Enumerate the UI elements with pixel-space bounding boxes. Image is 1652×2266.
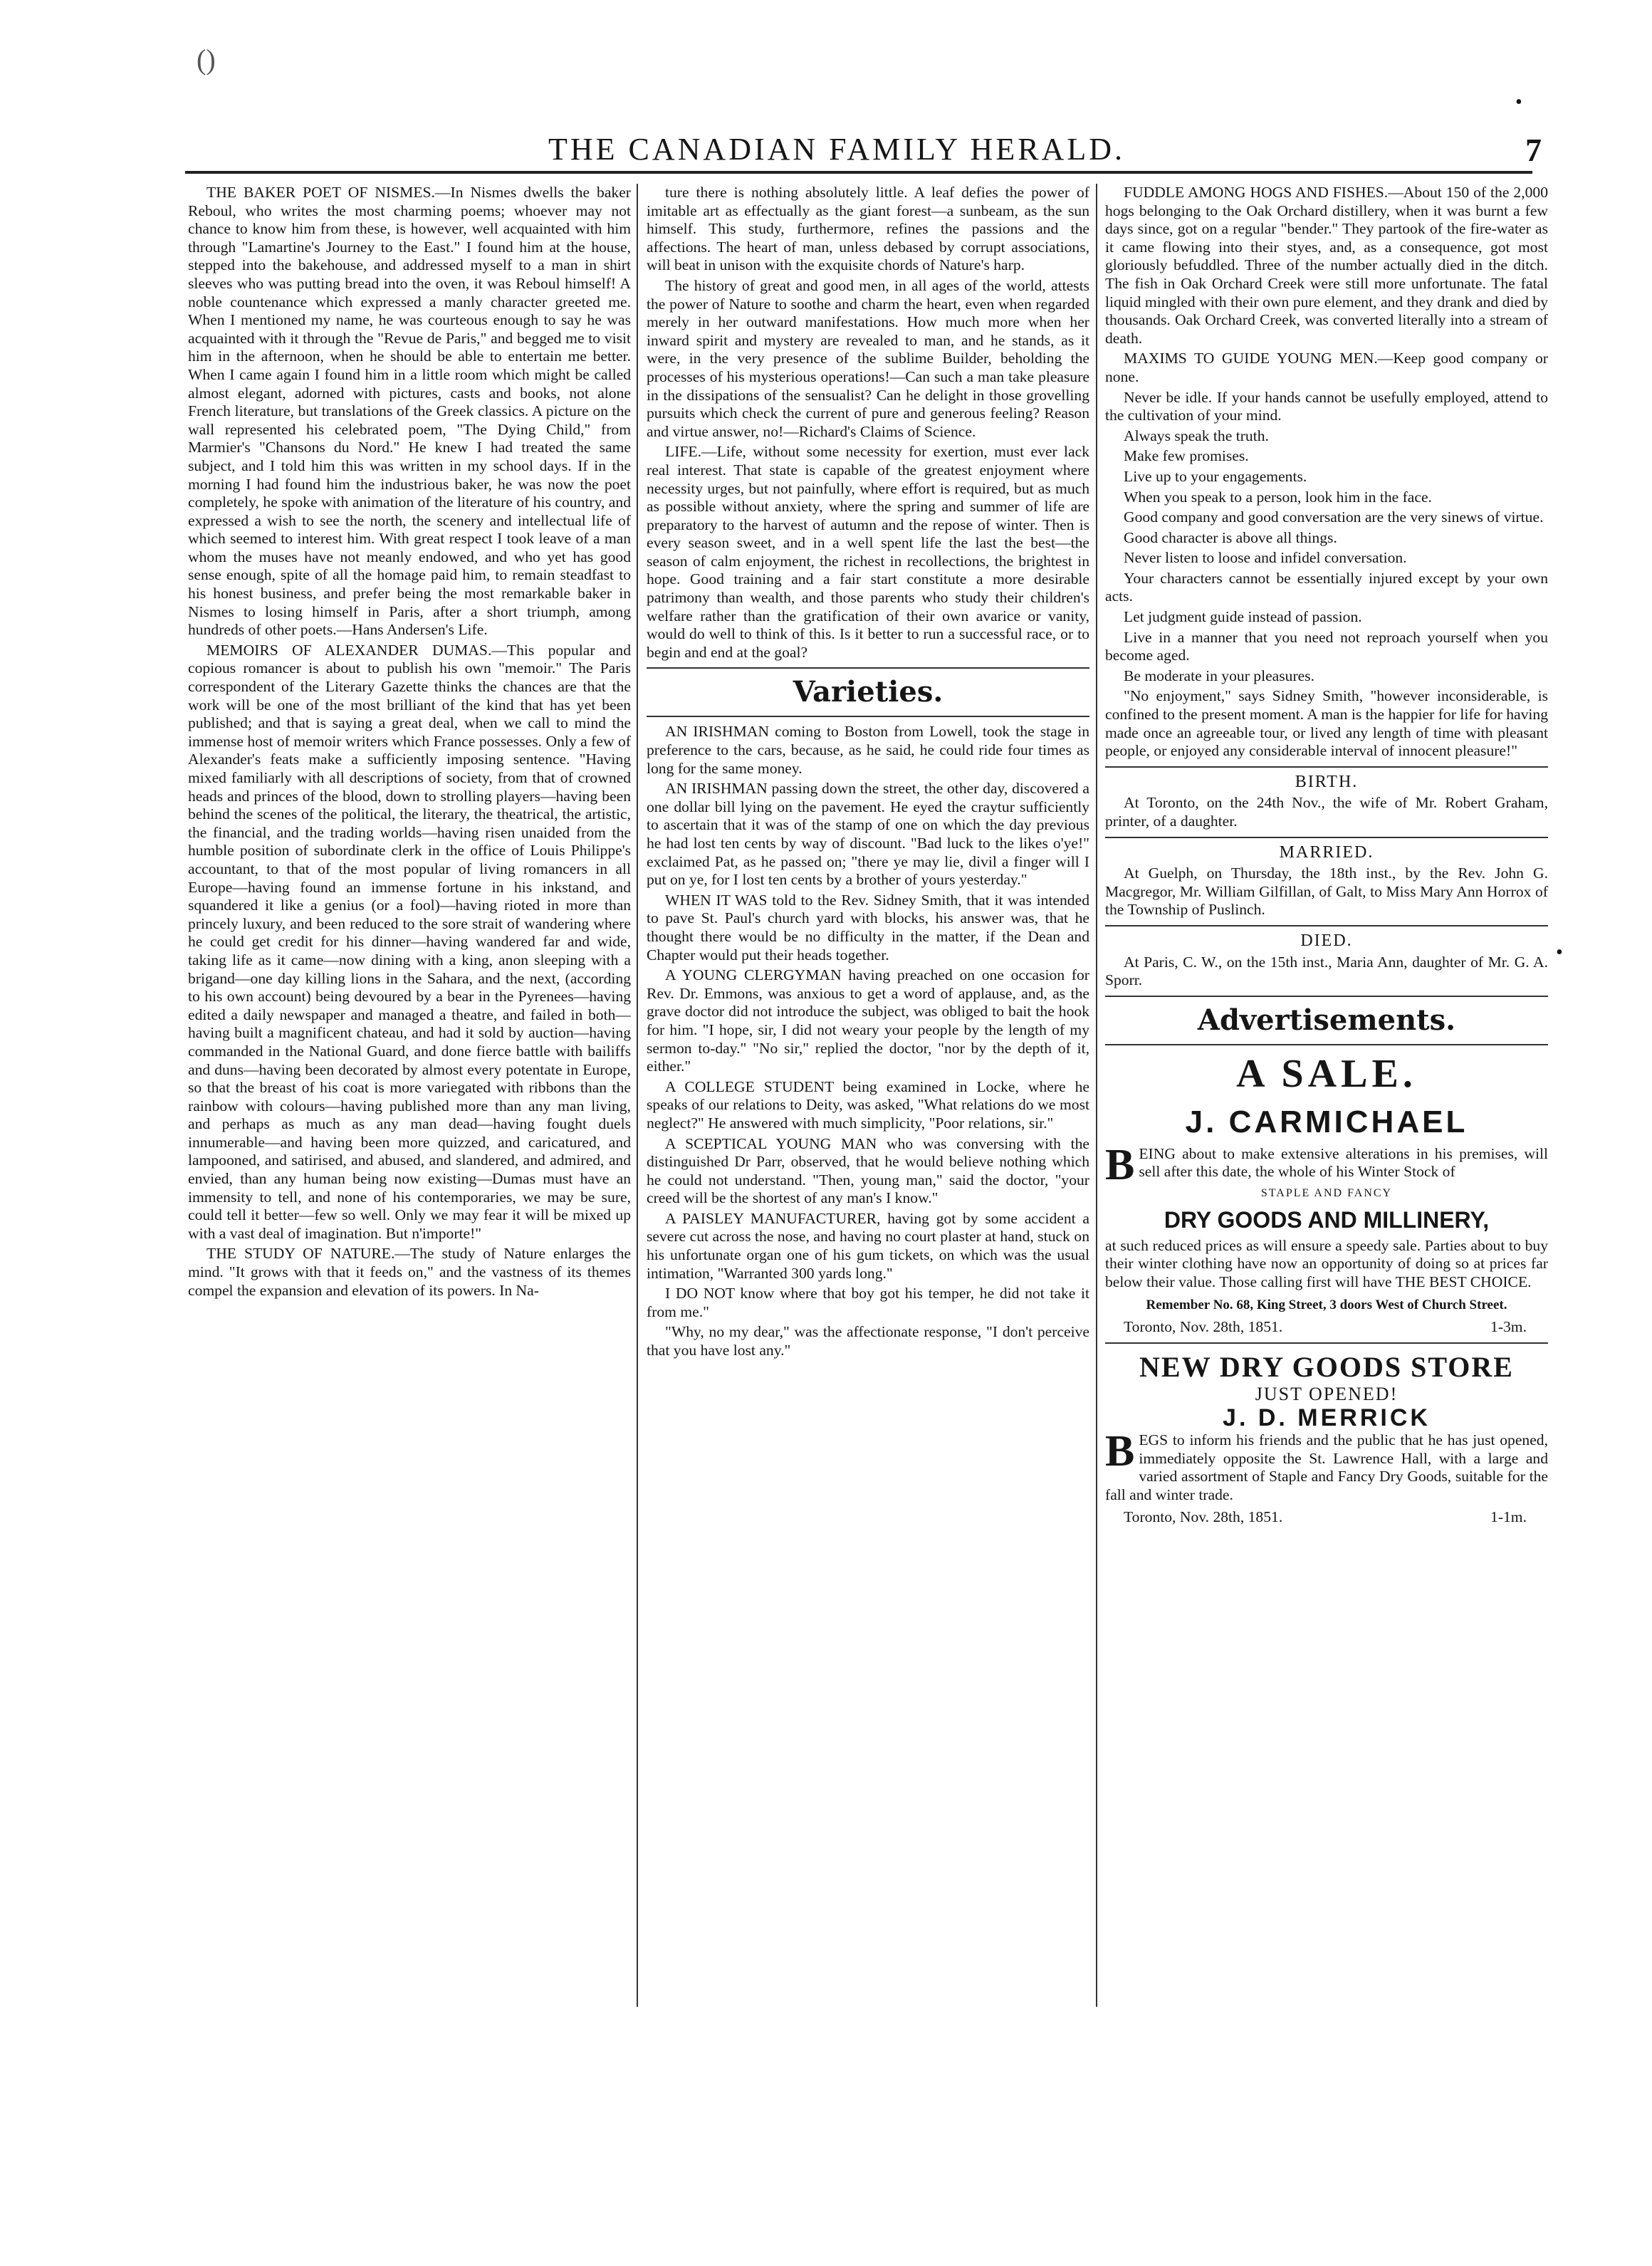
sale-body: at such reduced prices as will ensure a speedy sale. Parties about to buy their winter clothing have now an opportunity of doing so at prices far below their value. Those calling first will have THE BEST CHOICE. — [1105, 1236, 1548, 1290]
died-heading: DIED. — [1300, 931, 1353, 950]
store-intro-text: EGS to inform his friends and the public that he has just opened, immediately opposite the St. Lawrence Hall, with a large and varied assortment of Staple and Fancy Dry Goods, suitable for the fall and winter trade. — [1105, 1431, 1548, 1503]
sale-intro — [1105, 1140, 1548, 1189]
store-title: NEW DRY GOODS STORE — [1139, 1350, 1514, 1383]
page-speck: • — [1515, 91, 1522, 113]
maxim-item: Live up to your engagements. — [1124, 467, 1307, 485]
store-dateline — [1124, 1508, 1548, 1527]
maxim-item: Good character is above all things. — [1124, 528, 1337, 546]
store-intro — [1105, 1427, 1548, 1504]
article-study-of-nature: THE STUDY OF NATURE.—The study of Nature enlarges the mind. "It grows with that it feeds on," and the vastness of its themes compel the expansion and elevation of its powers. In Na- — [188, 1245, 631, 1299]
newspaper-title: THE CANADIAN FAMILY HERALD. — [548, 132, 1125, 167]
merchant-name: J. CARMICHAEL — [1185, 1104, 1468, 1139]
sale-code: 1-3m. — [1490, 1318, 1527, 1336]
married-notice: At Guelph, on Thursday, the 18th inst., by the Rev. John G. Macgregor, Mr. William Gilfillan, of Galt, to Miss Mary Ann Horrox of the Township of Puslinch. — [1105, 865, 1548, 919]
article-nature-continued: ture there is nothing absolutely little. A leaf defies the power of imitable art as effectually as the giant forest—a sunbeam, as the sun himself. This study, furthermore, refines the passions and the affections. The heart of man, unless debased by corrupt associations, will beat in unison with the exquisite chords of Nature's harp. — [647, 184, 1089, 274]
store-address: Remember No. 68, King Street, 3 doors West of Church Street. — [1146, 1298, 1507, 1313]
maxims-heading: MAXIMS TO GUIDE YOUNG MEN.—Keep good company or none. — [1105, 350, 1548, 385]
sale-date: Toronto, Nov. 28th, 1851. — [1124, 1318, 1283, 1336]
variety-item: WHEN IT WAS told to the Rev. Sidney Smith, that it was intended to pave St. Paul's church yard with blocks, his answer was, that he thought there would be no difficulty in the matter, if the Dean and Chapter would put their heads together. — [647, 891, 1089, 964]
variety-item: A YOUNG CLERGYMAN having preached on one occasion for Rev. Dr. Emmons, was anxious to get a word of applause, and, as the grave doctor did not introduce the subject, was obliged to bait the hook for him. "I hope, sir, I did not weary your people by the length of my sermon to-day." "No sir," replied the doctor, "nor by the depth of it, either." — [647, 966, 1089, 1075]
maxim-item: Make few promises. — [1124, 447, 1249, 465]
page-number: 7 — [1525, 132, 1542, 168]
variety-item: AN IRISHMAN coming to Boston from Lowell, took the stage in preference to the cars, because, as he said, he could ride four times as long for the same money. — [647, 723, 1089, 777]
variety-item: A SCEPTICAL YOUNG MAN who was conversing with the distinguished Dr Parr, observed, that he would believe nothing which he could not understand. "Then, young man," said the doctor, "your creed will be the shortest of any man's I know." — [647, 1134, 1089, 1207]
section-rule — [1105, 1342, 1548, 1344]
maxim-item: Good company and good conversation are the very sinews of virtue. — [1124, 508, 1544, 526]
birth-notice: At Toronto, on the 24th Nov., the wife of Mr. Robert Graham, printer, of a daughter. — [1105, 794, 1548, 830]
column-divider — [1096, 184, 1097, 2007]
died-notice: At Paris, C. W., on the 15th inst., Maria Ann, daughter of Mr. G. A. Sporr. — [1105, 953, 1548, 989]
married-heading: MARRIED. — [1279, 842, 1374, 862]
maxim-item: Let judgment guide instead of passion. — [1124, 608, 1362, 626]
section-rule — [1105, 925, 1548, 926]
drop-cap: B — [1105, 1140, 1135, 1189]
section-rule — [647, 716, 1089, 717]
page-corner-mark: () — [197, 43, 216, 75]
store-merchant: J. D. MERRICK — [1223, 1404, 1431, 1431]
column-3 — [1105, 184, 1548, 2007]
maxim-item: Never listen to loose and infidel conversation. — [1124, 549, 1407, 567]
header-rule — [185, 171, 1532, 174]
sale-dateline — [1124, 1318, 1548, 1337]
maxim-item: Your characters cannot be essentially injured except by your own acts. — [1105, 569, 1548, 605]
maxim-item: Always speak the truth. — [1124, 427, 1269, 444]
store-date: Toronto, Nov. 28th, 1851. — [1124, 1508, 1283, 1526]
store-subtitle: JUST OPENED! — [1255, 1383, 1399, 1404]
variety-item: I DO NOT know where that boy got his temper, he did not take it from me." — [647, 1285, 1089, 1320]
article-dumas-memoirs: MEMOIRS OF ALEXANDER DUMAS.—This popular and copious romancer is about to publish his own "memoir." The Paris correspondent of the Literary Gazette thinks the chances are that the work will be one of the most brilliant of the kind that has yet been published; and that is saying a great deal, when we call to mind the immense host of memoir writers which France possesses. Only a few of Alexander's feats make a sufficiently imposing sentence. "Having mixed familiarly with all descriptions of society, from that of crowned heads and princes of the blood, down to strolling players—having been behind the scenes of the political, the literary, the theatrical, the artistic, the financial, and the trading worlds—having risen unaided from the humble position of subordinate clerk in the office of Louis Philippe's accountant, to that of the most popular of living romancers in all Europe—having found an immense fortune in his inkstand, and squandered it like a genius (or a fool)—having rioted in more than princely luxury, and been reduced to the sore strait of wandering where he could get credit for his dinner—having wandered far and wide, taking life as it came—now dining with a king, anon sleeping with a brigand—one day killing lions in the Sahara, and the next, (according to his own account) being devoured by a bear in the Pyrenees—having edited a daily newspaper and managed a theatre, and failed in both—having built a magnificent chateau, and had it sold by auction—having commanded in the National Guard, and done fierce battle with bailiffs and duns—having been decorated by almost every potentate in Europe, so that the breast of his coat is more variegated with ribbons than the rainbow with colours—having published more than any man living, and perhaps as much as any man dead—having fought duels innumerable—and having been more quizzed, and caricatured, and lampooned, and satirised, and abused, and slandered, and admired, and envied, than any human being now existing—Dumas must have an immensity to tell, and none of his contemporaries, we may be sure, could tell it better—few so well. Only we may fear it will be mixed up with a vast deal of imagination. But n'importe!" — [188, 641, 631, 1242]
column-2 — [647, 184, 1089, 2007]
drop-cap: B — [1105, 1427, 1135, 1476]
variety-item: "Why, no my dear," was the affectionate response, "I don't perceive that you have lost any." — [647, 1323, 1089, 1359]
birth-heading: BIRTH. — [1295, 772, 1359, 791]
section-rule — [1105, 996, 1548, 997]
variety-item: A COLLEGE STUDENT being examined in Locke, where he speaks of our relations to Deity, was asked, "What relations do we most neglect?" He answered with much simplicity, "Poor relations, sir." — [647, 1077, 1089, 1132]
article-fuddle: FUDDLE AMONG HOGS AND FISHES.—About 150 of the 2,000 hogs belonging to the Oak Orchard distillery, when it was burnt a few days since, got on a regular "bender." They partook of the fire-water as it came flowing into their styes, and, as a consequence, got most gloriously befuddled. Three of the number actually died in the ditch. The fish in Oak Orchard Creek were still more unfortunate. The fatal liquid mingled with their own pure element, and they drank and died by thousands. Oak Orchard Creek, was converted literally into a stream of death. — [1105, 184, 1548, 347]
article-life: LIFE.—Life, without some necessity for exertion, must ever lack real interest. That state is capable of the greatest enjoyment where necessity urges, but not painfully, where effort is required, but as much as possible without anxiety, where the spring and summer of life are preparatory to the harvest of autumn and the repose of winter. Then is every season sweet, and in a well spent life the last the best—the season of calm enjoyment, the richest in recollections, the brightest in hope. Good training and a fair start constitute a more desirable patrimony than wealth, and those parents who study their children's welfare rather than the gratification of their own avarice or vanity, would do well to think of this. Is it better to run a successful race, or to begin and end at the goal? — [647, 443, 1089, 661]
column-divider — [637, 184, 638, 2007]
section-rule — [647, 667, 1089, 669]
section-rule — [1105, 837, 1548, 838]
variety-item: AN IRISHMAN passing down the street, the other day, discovered a one dollar bill lying on the pavement. He eyed the craytur sufficiently to ascertain that it was of the stamp of one on which the day previous he had lost ten cents by way of discount. "Bad luck to the likes o'ye!" exclaimed Pat, as he passed on; "there ye may lie, divil a finger will I put on ye, for I lost ten cents by a brother of yours yesterday." — [647, 780, 1089, 889]
maxim-item: Be moderate in your pleasures. — [1124, 667, 1315, 684]
section-rule — [1105, 1044, 1548, 1045]
page-speck: • — [1556, 941, 1563, 964]
article-great-men: The history of great and good men, in all ages of the world, attests the power of Nature to soothe and charm the heart, even when regarded merely in her outward manifestations. How much more when her inward spirit and mystery are revealed to man, and he stands, as it were, in the very presence of the sublime Builder, beholding the processes of his mysterious operations!—Can such a man take pleasure in the dissipations of the sensualist? Can he delight in those grovelling pursuits which check the current of pure and generous feeling? Reason and virtue answer, no!—Richard's Claims of Science. — [647, 276, 1089, 440]
maxim-item: Live in a manner that you need not reproach yourself when you become aged. — [1105, 628, 1548, 664]
goods-heading: DRY GOODS AND MILLINERY, — [1164, 1206, 1490, 1233]
sale-intro-text: EING about to make extensive alterations in his premises, will sell after this date, the whole of his Winter Stock of — [1139, 1144, 1548, 1181]
page-header — [548, 131, 1542, 174]
maxim-item: Never be idle. If your hands cannot be usefully employed, attend to the cultivation of your mind. — [1105, 388, 1548, 424]
sale-title: A SALE. — [1236, 1051, 1417, 1096]
variety-item: A PAISLEY MANUFACTURER, having got by some accident a severe cut across the nose, and having no court plaster at hand, stuck on his unfortunate organ one of his gum tickets, on which was the usual intimation, "Warranted 300 yards long." — [647, 1209, 1089, 1282]
advertisements-heading: Advertisements. — [1197, 1003, 1456, 1037]
varieties-heading: Varieties. — [793, 675, 943, 709]
store-code: 1-1m. — [1490, 1508, 1527, 1526]
column-1 — [188, 184, 631, 2007]
staple-label: STAPLE AND FANCY — [1260, 1186, 1393, 1199]
maxim-quote: "No enjoyment," says Sidney Smith, "however inconsiderable, is confined to the present moment. A man is the happier for life for having made once an agreeable tour, or lived any length of time with pleasant people, or enjoyed any considerable interval of innocent pleasure!" — [1105, 687, 1548, 760]
article-baker-poet: THE BAKER POET OF NISMES.—In Nismes dwells the baker Reboul, who writes the most charming poems; whoever may not chance to know him from these, is however, well acquainted with him through "Lamartine's Journey to the East." I found him at the house, stepped into the bakehouse, and addressed myself to a man in shirt sleeves who was putting bread into the oven, it was Reboul himself! A noble countenance which expressed a manly character greeted me. When I mentioned my name, he was courteous enough to say he was acquainted with it through the "Revue de Paris," and begged me to visit him in the afternoon, when he should be able to entertain me better. When I came again I found him in a little room which might be called almost elegant, adorned with pictures, casts and books, not alone French literature, but translations of the Greek classics. A picture on the wall represented his celebrated poem, "The Dying Child," from Marmier's "Chansons du Nord." He knew I had treated the same subject, and I told him this was written in my school days. If in the morning I had found him the industrious baker, he was now the poet completely, he spoke with animation of the literature of his country, and expressed a wish to see the north, the scenery and intellectual life of which seemed to interest him. With great respect I took leave of a man whom the muses have not meanly endowed, and who yet has good sense enough, spite of all the homage paid him, to remain steadfast to his honest business, and prefer being the most remarkable baker in Nismes to losing himself in Paris, after a short triumph, among hundreds of other poets.—Hans Andersen's Life. — [188, 184, 631, 639]
maxim-item: When you speak to a person, look him in the face. — [1124, 488, 1432, 506]
section-rule — [1105, 766, 1548, 768]
